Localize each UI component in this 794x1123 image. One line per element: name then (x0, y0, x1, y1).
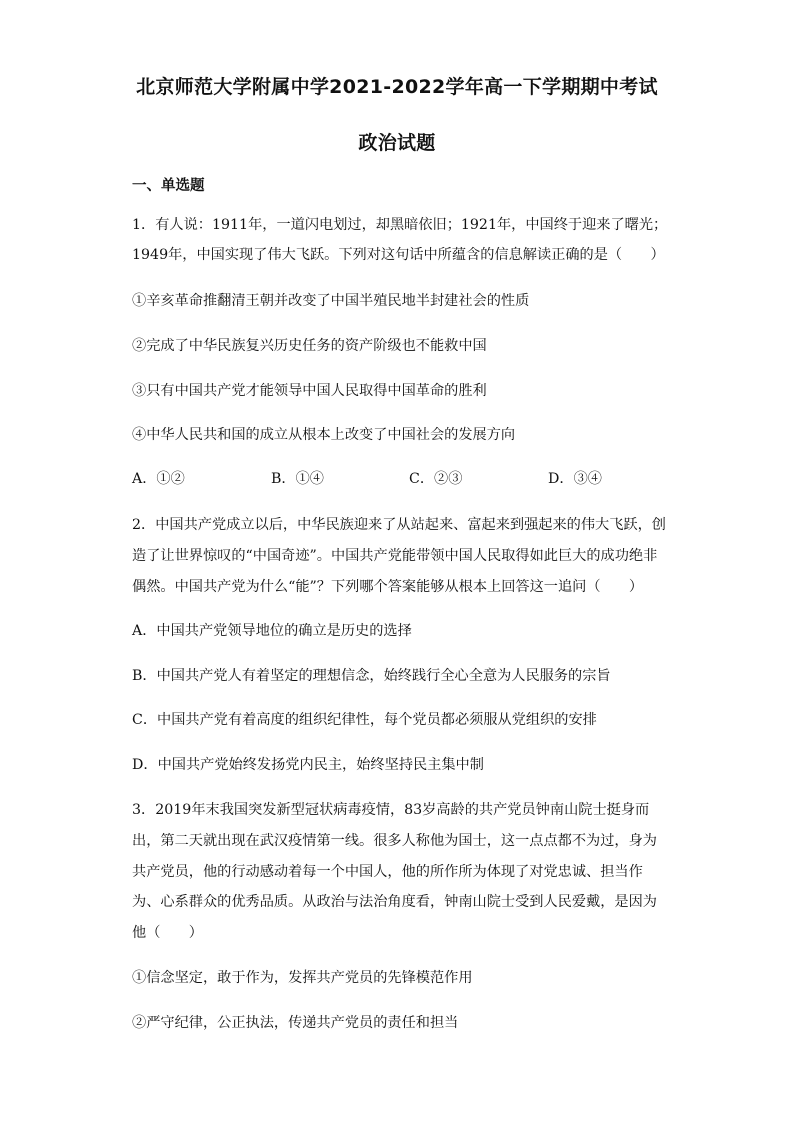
q1-statement: ①辛亥革命推翻清王朝并改变了中国半殖民地半封建社会的性质 (132, 293, 530, 309)
q1-statement: ④中华人民共和国的成立从根本上改变了中国社会的发展方向 (132, 427, 516, 443)
q1-statement: ②完成了中华民族复兴历史任务的资产阶级也不能救中国 (132, 338, 487, 354)
q3-stem-line: 他（ ） (132, 925, 203, 941)
q3-stem-line: 出，第二天就出现在武汉疫情第一线。很多人称他为国士，这一点点都不为过，身为 (132, 833, 657, 849)
document-subtitle: 政治试题 (358, 132, 436, 154)
q3-stem-line: 共产党员，他的行动感动着每一个中国人，他的所作所为体现了对党忠诚、担当作 (132, 864, 643, 880)
q2-option-c: C．中国共产党有着高度的组织纪律性，每个党员都必须服从党组织的安排 (132, 712, 597, 728)
q1-option-b: B．①④ (271, 471, 324, 487)
q2-option-a: A．中国共产党领导地位的确立是历史的选择 (132, 623, 412, 639)
q1-stem-line: 1．有人说：1911年，一道闪电划过，却黑暗依旧；1921年，中国终于迎来了曙光； (132, 217, 668, 233)
q1-statement: ③只有中国共产党才能领导中国人民取得中国革命的胜利 (132, 383, 487, 399)
q2-stem-line: 造了让世界惊叹的“中国奇迹”。中国共产党能带领中国人民取得如此巨大的成功绝非 (132, 548, 658, 564)
q1-option-a: A．①② (132, 471, 185, 487)
q3-statement: ①信念坚定，敢于作为，发挥共产党员的先锋模范作用 (132, 970, 473, 986)
q2-stem-line: 2．中国共产党成立以后，中华民族迎来了从站起来、富起来到强起来的伟大飞跃，创 (132, 517, 666, 533)
document-title: 北京师范大学附属中学2021-2022学年高一下学期期中考试 (136, 76, 658, 98)
q1-stem-line: 1949年，中国实现了伟大飞跃。下列对这句话中所蕴含的信息解读正确的是（ ） (132, 247, 665, 263)
q1-option-d: D．③④ (548, 471, 602, 487)
q2-option-b: B．中国共产党人有着坚定的理想信念，始终践行全心全意为人民服务的宗旨 (132, 668, 611, 684)
q3-statement: ②严守纪律，公正执法，传递共产党员的责任和担当 (132, 1015, 459, 1031)
q1-option-c: C．②③ (409, 471, 463, 487)
q2-option-d: D．中国共产党始终发扬党内民主，始终坚持民主集中制 (132, 757, 484, 773)
q3-stem-line: 3．2019年末我国突发新型冠状病毒疫情，83岁高龄的共产党员钟南山院士挺身而 (132, 802, 650, 818)
q2-stem-line: 偶然。中国共产党为什么“能”？下列哪个答案能够从根本上回答这一追问（ ） (132, 579, 644, 595)
section-heading: 一、单选题 (132, 178, 205, 194)
q3-stem-line: 为、心系群众的优秀品质。从政治与法治角度看，钟南山院士受到人民爱戴，是因为 (132, 894, 657, 910)
